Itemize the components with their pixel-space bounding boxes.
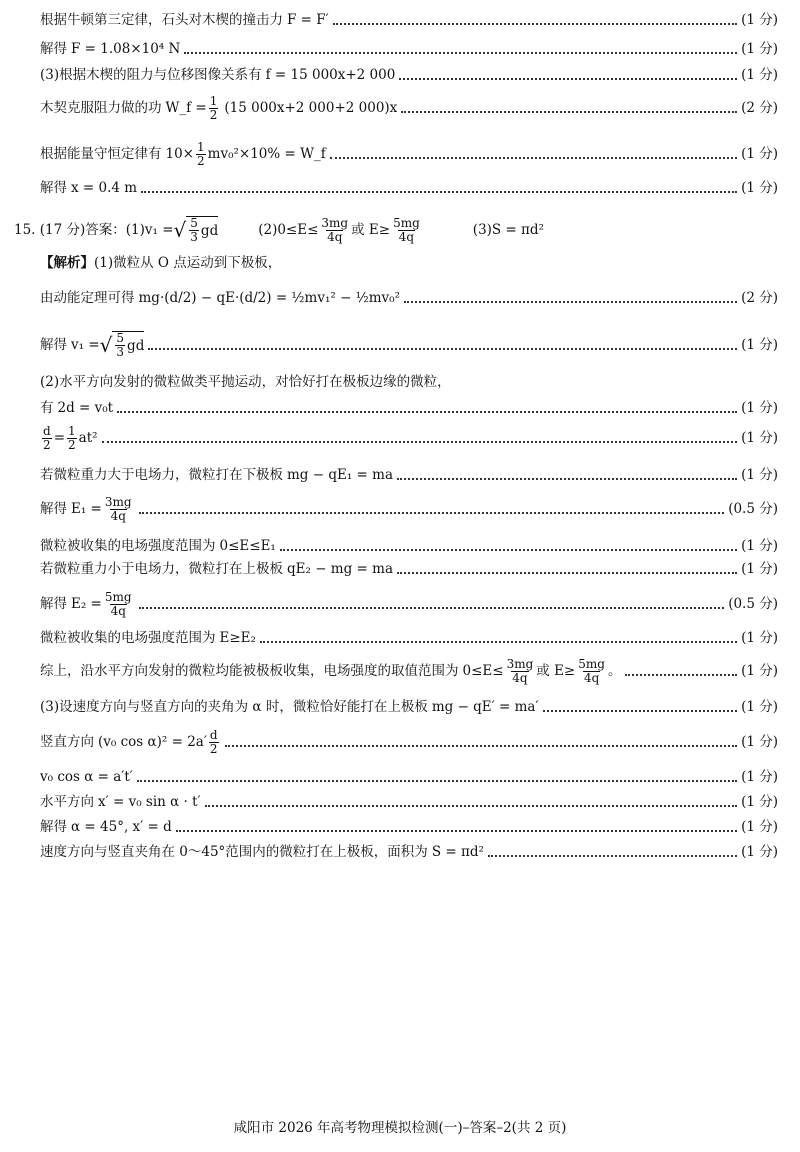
dot-leader xyxy=(102,439,738,443)
dot-leader xyxy=(205,803,737,807)
dot-leader xyxy=(404,299,737,303)
dot-leader xyxy=(280,547,737,551)
dot-leader xyxy=(397,570,737,574)
line-newton-third-law: 根据牛顿第三定律，石头对木楔的撞击力 F = F′ (1 分) xyxy=(40,8,778,32)
line-area-result: 速度方向与竖直夹角在 0～45°范围内的微粒打在上极板，面积为 S = πd² (1 分) xyxy=(40,840,778,864)
dot-leader xyxy=(625,672,737,676)
fraction: $\frac{5mg}{4q}$ xyxy=(393,215,420,244)
question-15-answer: 15. (17 分)答案： (1)v₁ = √ $\frac{5}{3}$ gd (2)0≤E≤ $\frac{3mg}{4q}$ 或 E≥ $\frac{5mg}{4q}$ (3)S = πd² xyxy=(14,215,544,244)
fraction: $\frac{1}{2}$ xyxy=(68,423,76,452)
line-work-of-resistance: 木契克服阻力做的功 W_f = $\frac{1}{2}$ (15 000x+2 000+2 000)x (2 分) xyxy=(40,93,778,122)
line-range-e2: 微粒被收集的电场强度范围为 E≥E₂ (1 分) xyxy=(40,626,778,650)
score-label: (1 分) xyxy=(741,630,778,646)
score-label: (1 分) xyxy=(741,699,778,715)
fraction: $\frac{3mg}{4q}$ xyxy=(321,215,349,244)
line-solve-e2: 解得 E₂ = $\frac{5mg}{4q}$ (0.5 分) xyxy=(40,589,778,618)
score-label: (1 分) xyxy=(741,41,778,57)
dot-leader xyxy=(176,828,737,832)
score-label: (1 分) xyxy=(741,561,778,577)
line-solve-e1: 解得 E₁ = $\frac{3mg}{4q}$ (0.5 分) xyxy=(40,494,778,523)
line-vertical-motion: $\frac{d}{2}$ = $\frac{1}{2}$ at² (1 分) xyxy=(43,423,778,452)
line-energy-conservation: 根据能量守恒定律有 10× $\frac{1}{2}$ mv₀²×10% = W_f (1 分) xyxy=(40,139,778,168)
line-summary-range: 综上，沿水平方向发射的微粒均能被极板收集，电场强度的取值范围为 0≤E≤ $\frac{3mg}{4q}$ 或 E≥ $\frac{5mg}{4q}$ 。 (1 分) xyxy=(40,656,778,685)
dot-leader xyxy=(184,50,737,54)
line-time-relation: v₀ cos α = a′t′ (1 分) xyxy=(40,765,778,789)
score-label: (1 分) xyxy=(741,67,778,83)
dot-leader xyxy=(137,778,737,782)
dot-leader xyxy=(141,189,737,193)
dot-leader xyxy=(488,853,737,857)
dot-leader xyxy=(397,476,737,480)
score-label: (0.5 分) xyxy=(728,501,778,517)
score-label: (1 分) xyxy=(741,819,778,835)
dot-leader xyxy=(225,743,737,747)
fraction: $\frac{d}{2}$ xyxy=(209,727,218,756)
score-label: (1 分) xyxy=(741,467,778,483)
line-range-e1: 微粒被收集的电场强度范围为 0≤E≤E₁ (1 分) xyxy=(40,534,778,558)
score-label: (2 分) xyxy=(741,100,778,116)
line-solve-alpha: 解得 α = 45°, x′ = d (1 分) xyxy=(40,815,778,839)
line-horizontal-direction: 水平方向 x′ = v₀ sin α · t′ (1 分) xyxy=(40,790,778,814)
fraction: $\frac{5mg}{4q}$ xyxy=(104,589,132,618)
line-solve-v1: 解得 v₁ = √ $\frac{5}{3}$ gd (1 分) xyxy=(40,331,778,359)
score-label: (1 分) xyxy=(741,337,778,353)
score-label: (1 分) xyxy=(741,430,778,446)
page-footer: 咸阳市 2026 年高考物理模拟检测(一)–答案–2(共 2 页) xyxy=(233,1120,567,1136)
score-label: (2 分) xyxy=(741,290,778,306)
fraction: $\frac{5mg}{4q}$ xyxy=(578,656,605,685)
line-gravity-greater: 若微粒重力大于电场力，微粒打在下极板 mg − qE₁ = ma (1 分) xyxy=(40,463,778,487)
score-label: (1 分) xyxy=(741,180,778,196)
square-root: √ $\frac{5}{3}$ gd xyxy=(173,216,219,244)
line-gravity-less: 若微粒重力小于电场力，微粒打在上极板 qE₂ − mg = ma (1 分) xyxy=(40,557,778,581)
dot-leader xyxy=(333,21,737,25)
line-part2-intro: (2)水平方向发射的微粒做类平抛运动，对恰好打在极板边缘的微粒， xyxy=(40,374,451,390)
dot-leader xyxy=(148,346,737,350)
score-label: (1 分) xyxy=(741,146,778,162)
score-label: (1 分) xyxy=(741,734,778,750)
line-kinetic-energy-theorem: 由动能定理可得 mg·(d/2) − qE·(d/2) = ½mv₁² − ½mv₀² (2 分) xyxy=(40,278,778,318)
dot-leader xyxy=(543,708,738,712)
line-horizontal-motion: 有 2d = v₀t (1 分) xyxy=(40,396,778,420)
line-solve-force: 解得 F = 1.08×10⁴ N (1 分) xyxy=(40,37,778,61)
score-label: (1 分) xyxy=(741,12,778,28)
fraction: $\frac{1}{2}$ xyxy=(209,93,218,122)
analysis-tag: 【解析】 xyxy=(40,255,94,271)
score-label: (1 分) xyxy=(741,400,778,416)
dot-leader xyxy=(117,409,737,413)
score-label: (1 分) xyxy=(741,844,778,860)
line-resistance-relation: (3)根据木楔的阻力与位移图像关系有 f = 15 000x+2 000 (1 分) xyxy=(40,63,778,87)
line-solve-x: 解得 x = 0.4 m (1 分) xyxy=(40,176,778,200)
score-label: (1 分) xyxy=(741,769,778,785)
fraction: $\frac{3mg}{4q}$ xyxy=(104,494,132,523)
dot-leader xyxy=(330,155,737,159)
dot-leader xyxy=(139,510,725,514)
score-label: (1 分) xyxy=(741,538,778,554)
score-label: (1 分) xyxy=(741,794,778,810)
line-part3-angle: (3)设速度方向与竖直方向的夹角为 α 时，微粒恰好能打在上极板 mg − qE′ = ma′ (1 分) xyxy=(40,695,778,719)
dot-leader xyxy=(260,639,737,643)
fraction: $\frac{1}{2}$ xyxy=(197,139,205,168)
fraction: $\frac{3mg}{4q}$ xyxy=(506,656,534,685)
line-vertical-direction: 竖直方向 (v₀ cos α)² = 2a′ $\frac{d}{2}$ (1 分) xyxy=(40,727,778,756)
fraction: $\frac{d}{2}$ xyxy=(43,423,51,452)
dot-leader xyxy=(399,76,737,80)
line-analysis-part1: 【解析】 (1)微粒从 O 点运动到下极板， xyxy=(40,251,778,275)
score-label: (1 分) xyxy=(741,663,778,679)
dot-leader xyxy=(401,109,737,113)
square-root: √ $\frac{5}{3}$ gd xyxy=(99,331,145,359)
dot-leader xyxy=(139,605,725,609)
score-label: (0.5 分) xyxy=(728,596,778,612)
